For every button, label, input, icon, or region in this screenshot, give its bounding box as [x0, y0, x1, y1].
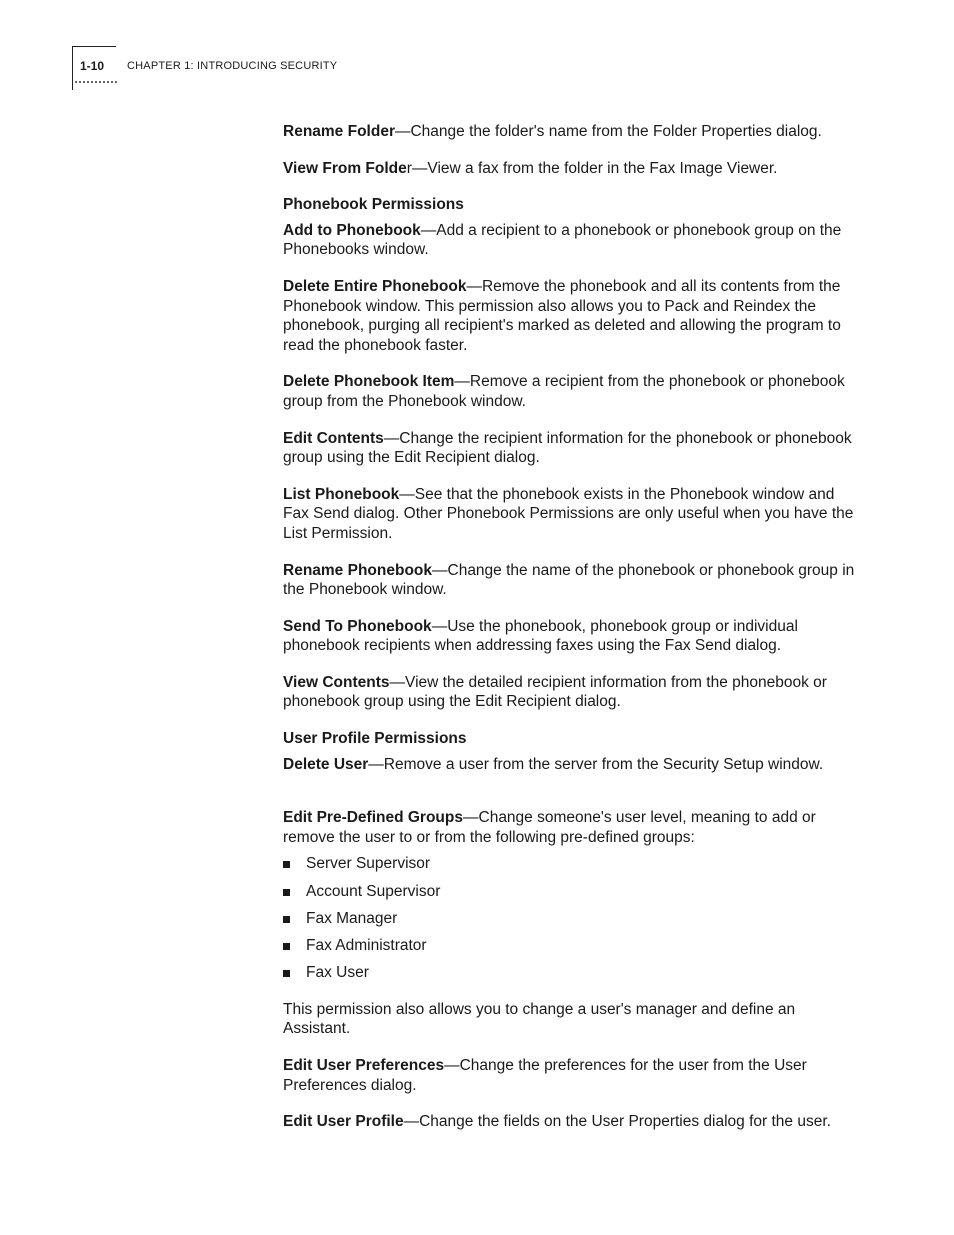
definition-text: —Change the recipient information for the phonebook or phonebook group using the Edit Recipient dialog.: [283, 429, 852, 467]
definition-list-phonebook: [283, 485, 858, 544]
list-item: [283, 909, 858, 929]
square-bullet-icon: [283, 916, 290, 923]
list-item: [283, 936, 858, 956]
definition-view-contents: [283, 673, 858, 712]
definition-text: —Change someone's user level, meaning to add or remove the user to or from the following pre-defined groups:: [283, 809, 816, 846]
term: Delete Entire Phonebook: [283, 277, 467, 295]
main-content: [283, 122, 858, 1149]
list-item: [283, 963, 858, 983]
list-item-label: Fax User: [306, 964, 369, 982]
term: Edit User Preferences: [283, 1056, 445, 1074]
list-item: [283, 882, 858, 902]
term: Rename Folder: [283, 123, 395, 140]
definition-text: —See that the phonebook exists in the Phonebook window and Fax Send dialog. Other Phonebook Permissions are only useful when you have the List Permission.: [283, 485, 854, 542]
list-item-label: Account Supervisor: [306, 882, 441, 900]
definition-text: r—View a fax from the folder in the Fax Image Viewer.: [406, 159, 778, 177]
definition-text: —Remove a recipient from the phonebook or phonebook group from the Phonebook window.: [283, 373, 845, 410]
header-rule-vertical: [72, 46, 73, 90]
section-heading-phonebook: Phonebook Permissions: [283, 196, 464, 214]
term: Rename Phonebook: [283, 561, 432, 579]
page-number: 1-10: [80, 59, 105, 73]
header-dotted-rule: [74, 81, 118, 83]
header-rule-horizontal: [72, 46, 116, 47]
term: Edit User Profile: [283, 1113, 404, 1131]
list-item-label: Fax Administrator: [306, 937, 427, 954]
definition-text: —View the detailed recipient information from the phonebook or phonebook group using the Edit Recipient dialog.: [283, 673, 827, 711]
definition-edit-pre-defined-groups: [283, 808, 858, 847]
list-item-label: Server Supervisor: [306, 855, 431, 873]
definition-text: —Add a recipient to a phonebook or phonebook group on the Phonebooks window.: [283, 221, 842, 259]
definition-edit-user-preferences: [283, 1056, 858, 1095]
square-bullet-icon: [283, 861, 290, 868]
definition-delete-phonebook-item: [283, 372, 858, 411]
definition-text: —Change the fields on the User Properties dialog for the user.: [403, 1113, 831, 1131]
term: Delete User: [283, 755, 369, 773]
definition-text: —Change the name of the phonebook or phonebook group in the Phonebook window.: [283, 561, 855, 599]
definition-text: —Remove a user from the server from the Security Setup window.: [368, 755, 824, 773]
square-bullet-icon: [283, 943, 290, 950]
definition-text: —Change the preferences for the user from the User Preferences dialog.: [283, 1056, 807, 1094]
definition-edit-user-profile: [283, 1112, 858, 1132]
definition-delete-user: [283, 755, 858, 775]
term: Delete Phonebook Item: [283, 373, 455, 391]
spacer: [283, 791, 858, 808]
definition-text: —Remove the phonebook and all its contents from the Phonebook window. This permission also allows you to Pack and Reindex the phonebook, purging all recipient's marked as deleted and allowing the program to read the phonebook faster.: [283, 277, 841, 354]
section-heading-user-profile: User Profile Permissions: [283, 730, 467, 748]
term: View From Folde: [283, 159, 407, 177]
term: View Contents: [283, 673, 390, 691]
definition-edit-contents: [283, 429, 858, 468]
group-list: [283, 854, 858, 982]
chapter-title: CHAPTER 1: INTRODUCING SECURITY: [127, 60, 338, 72]
definition-text: —Change the folder's name from the Folder Properties dialog.: [394, 123, 822, 140]
list-item-label: Fax Manager: [306, 909, 398, 927]
list-item: [283, 854, 858, 874]
definition-view-from-folder: [283, 159, 858, 179]
term: Edit Contents: [283, 429, 384, 447]
page-header: [72, 46, 472, 92]
definition-text: —Use the phonebook, phonebook group or individual phonebook recipients when addressing faxes using the Fax Send dialog.: [283, 617, 798, 655]
groups-note: This permission also allows you to change a user's manager and define an Assistant.: [283, 1000, 796, 1038]
term: Send To Phonebook: [283, 617, 432, 635]
definition-send-to-phonebook: [283, 617, 858, 656]
square-bullet-icon: [283, 970, 290, 977]
definition-delete-entire-phonebook: [283, 277, 858, 355]
definition-add-to-phonebook: [283, 221, 858, 260]
definition-rename-phonebook: [283, 561, 858, 600]
term: List Phonebook: [283, 485, 400, 503]
term: Edit Pre-Defined Groups: [283, 809, 463, 827]
term: Add to Phonebook: [283, 221, 421, 239]
definition-rename-folder: [283, 122, 858, 142]
square-bullet-icon: [283, 889, 290, 896]
